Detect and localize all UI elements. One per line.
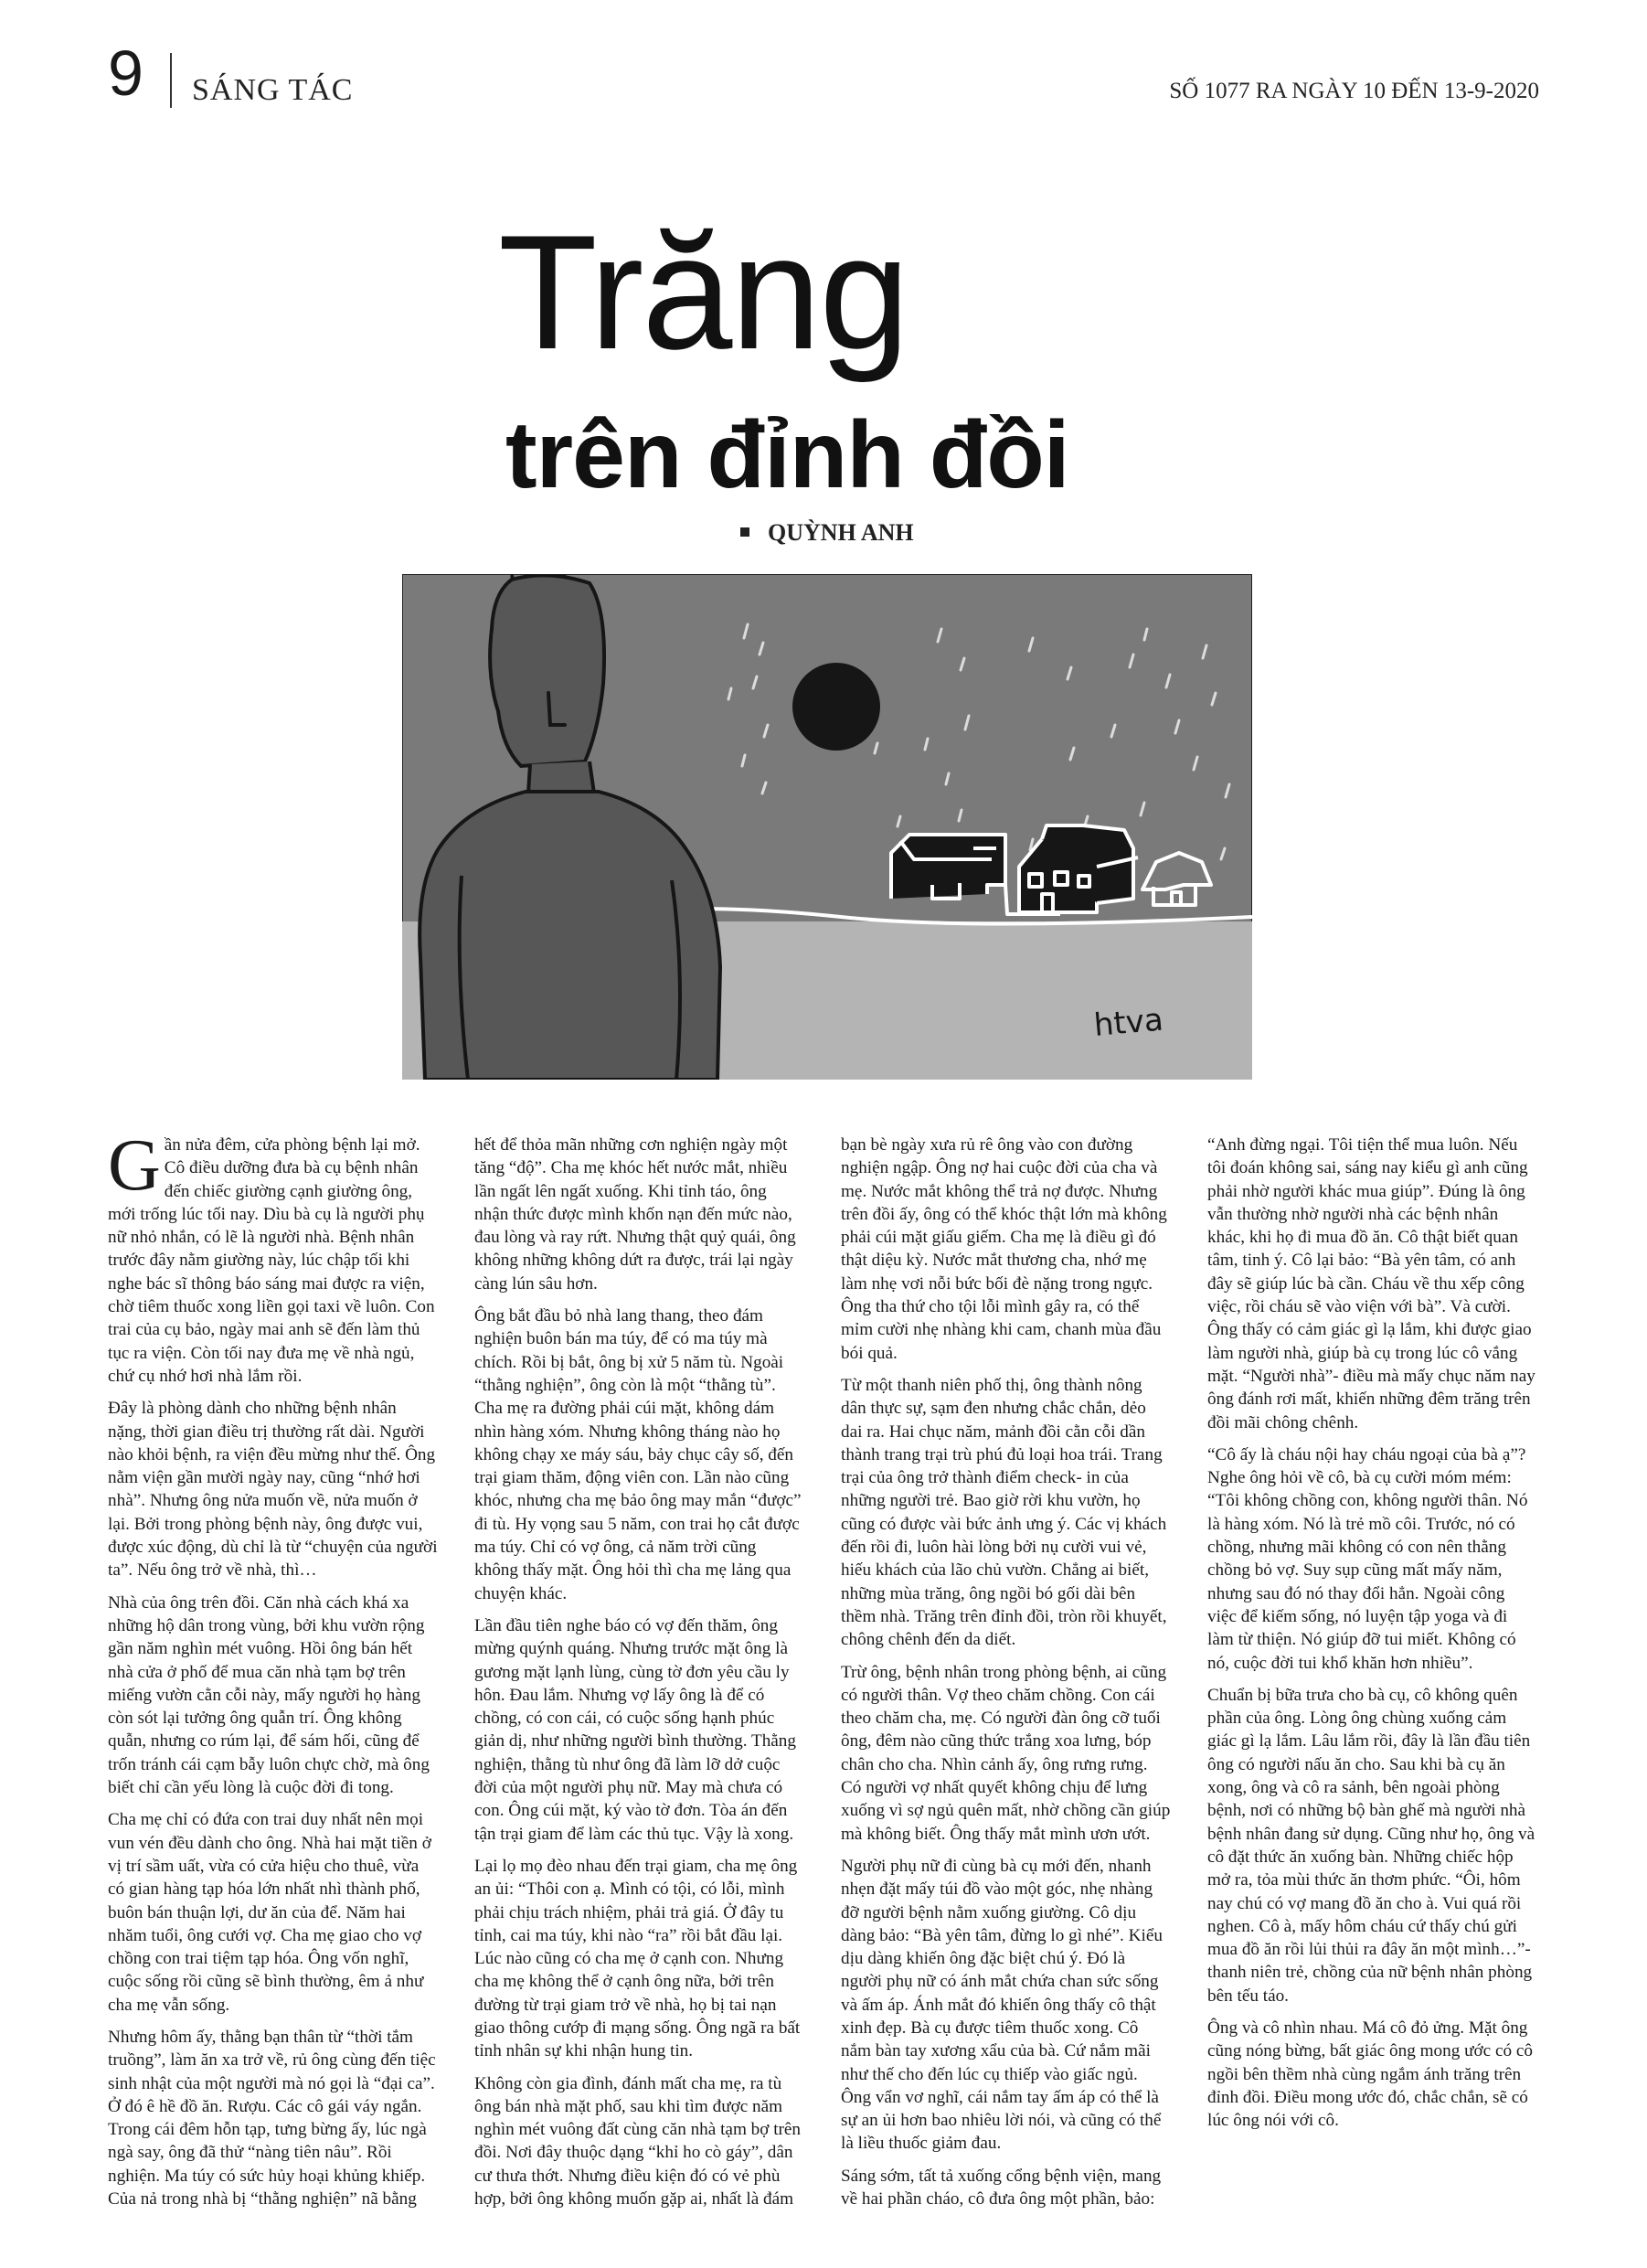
article-paragraph: Chuẩn bị bữa trưa cho bà cụ, cô không quên phần của ông. Lòng ông chùng xuống cảm giác gì lạ lắm. Lâu lắm rồi, đây là lần đầu tiên ông có người nấu ăn cho. Sau khi bà cụ ăn xong, ông và cô ra sảnh, bên ngoài phòng bệnh, nơi có những bộ bàn ghế mà người nhà bệnh nhân đang sử dụng. Cũng như họ, ông và cô đặt thức ăn xuống bàn. Những chiếc hộp mở ra, tỏa mùi thức ăn thơm phức. “Ôi, hôm nay chú có vợ mang đồ ăn cho à. Vui quá rồi nghen. Cô à, mấy hôm cháu cứ thấy chú gửi mua đồ ăn rồi lủi thủi ra đây ăn một mình…”- thanh niên trẻ, chồng của nữ bệnh nhân phòng bên tếu táo. [1207, 1685, 1535, 2006]
bullet-icon [740, 527, 749, 537]
drop-cap: G [108, 1125, 161, 1206]
article-paragraph: Ông bắt đầu bỏ nhà lang thang, theo đám nghiện buôn bán ma túy, để có ma túy mà chích. Rồi bị bắt, ông bị xử 5 năm tù. Ngoài “thằng nghiện”, ông còn là một “thằng tù”. Cha mẹ ra đường phải cúi mặt, không dám nhìn hàng xóm. Nhưng không tháng nào họ không chạy xe máy sáu, bảy chục cây số, đến trại giam thăm, động viên con. Lần nào cũng khóc, nhưng cha mẹ bảo ông may mắn “được” đi tù. Hy vọng sau 5 năm, con trai họ cắt được ma túy. Chỉ có vợ ông, cả năm trời cũng không thấy mặt. Ông hỏi thì cha mẹ lảng qua chuyện khác. [474, 1306, 802, 1603]
article-paragraph: Ông và cô nhìn nhau. Má cô đỏ ửng. Mặt ông cũng nóng bừng, bất giác ông mong ước có cô ngồi bên thềm nhà cùng ngắm ánh trăng trên đỉnh đồi. Điều mong ước đó, chắc chắn, sẽ có lúc ông nói với cô. [1207, 2018, 1533, 2131]
article-paragraph: Không còn gia đình, đánh mất cha mẹ, ra tù ông bán nhà mặt phố, sau khi tìm được năm nghìn mét vuông đất cùng căn nhà tạm bợ trên đồi. Nơi đây thuộc dạng “khỉ ho cò gáy”, dân cư thưa thớt. Nhưng điều kiện đó có vẻ phù hợp, bởi ông không muốn gặp ai, nhất là đám bạn bè ngày xưa rủ rê ông vào con đường nghiện ngập. Ông nợ hai cuộc đời của cha và mẹ. Nước mắt không thể trả nợ được. Nhưng trên đồi ấy, ông có thể khóc thật lớn mà không phải cúi mặt giấu giếm. Cha mẹ là điều gì đó thật diệu kỳ. Nước mắt thương cha, nhớ mẹ làm nhẹ vơi nỗi bức bối đè nặng trong ngực. Ông tha thứ cho tội lỗi mình gây ra, có thể mỉm cười nhẹ nhàng khi cam, chanh mùa đầu bói quả. [474, 1135, 1167, 2209]
article-body [108, 1125, 1537, 2231]
illustration [402, 574, 1252, 1080]
article-paragraph: Từ một thanh niên phố thị, ông thành nông dân thực sự, sạm đen nhưng chắc chắn, dẻo dai ra. Hai chục năm, mảnh đồi cằn cỗi dần thành trang trại trù phú đủ loại hoa trái. Trang trại của ông trở thành điểm check- in của những người trẻ. Bao giờ rời khu vườn, họ cũng có được vài bức ảnh ưng ý. Các vị khách đến rồi đi, luôn hài lòng bởi nụ cười vui vẻ, hiếu khách của lão chủ vườn. Chẳng ai biết, những mùa trăng, ông ngồi bó gối dài bên thềm nhà. Trăng trên đỉnh đồi, tròn rồi khuyết, chông chênh đến da diết. [841, 1375, 1167, 1650]
article-paragraph: Lại lọ mọ đèo nhau đến trại giam, cha mẹ ông an ủi: “Thôi con ạ. Mình có tội, có lỗi, mình phải chịu trách nhiệm, phải trả giá. Ở đây tu tỉnh, cai ma túy, khi nào “ra” rồi bắt đầu lại. Lúc nào cũng có cha mẹ ở cạnh con. Nhưng cha mẹ không thể ở cạnh ông nữa, bởi trên đường từ trại giam trở về nhà, họ bị tai nạn giao thông cướp đi mạng sống. Ông ngã ra bất tỉnh nhân sự khi nhận hung tin. [474, 1856, 801, 2061]
moon [792, 663, 880, 751]
article-title-line1: Trăng [498, 201, 909, 383]
author-byline [740, 519, 914, 547]
article-paragraph: “Cô ấy là cháu nội hay cháu ngoại của bà ạ”? Nghe ông hỏi về cô, bà cụ cười móm mém: “Tôi không chồng con, không người thân. Nó là hàng xóm. Nó là trẻ mồ côi. Trước, nó có chồng, nhưng mãi không có con nên thằng chồng bỏ vợ. Suy sụp cũng mất mấy năm, nhưng sau đó nó thay đổi hẳn. Ngoài công việc để kiếm sống, nó luyện tập yoga và đi làm từ thiện. Nó giúp đỡ tui miết. Không có nó, cuộc đời tui khổ khăn hơn nhiều”. [1207, 1444, 1528, 1673]
article-title-line2: trên đỉnh đồi [505, 402, 1069, 508]
article-paragraph: Sáng sớm, tất tả xuống cổng bệnh viện, mang về hai phần cháo, cô đưa ông một phần, bảo: “Anh đừng ngại. Tôi tiện thể mua luôn. Nếu tôi đoán không sai, sáng nay kiểu gì anh cũng phải nhờ người khác mua giúp”. Đúng là ông vẫn thường nhờ người nhà các bệnh nhân khác, khi họ đi mua đồ ăn. Cô thật biết quan tâm, tinh ý. Cô lại bảo: “Bà yên tâm, có anh đây sẽ giúp lúc bà cần. Cháu về thu xếp công việc, rồi cháu sẽ vào viện với bà”. Và cười. Ông thấy có cảm giác gì lạ lắm, khi được giao làm người nhà, giúp bà cụ trong lúc cô vắng mặt. “Người nhà”- điều mà mấy chục năm nay ông đánh rơi mất, khiến những đêm trăng trên đồi mãi chông chênh. [841, 1135, 1535, 2209]
article-paragraph: Trừ ông, bệnh nhân trong phòng bệnh, ai cũng có người thân. Vợ theo chăm chồng. Con cái theo chăm cha, mẹ. Có người đàn ông cỡ tuổi ông, đêm nào cũng thức trắng xoa lưng, bóp chân cho cha. Nhìn cảnh ấy, ông rưng rưng. Có người vợ nhất quyết không chịu để lưng xuống vì sợ ngủ quên mất, nhờ chồng cần giúp mà không biết. Ông thấy mắt mình ươn ướt. [841, 1662, 1171, 1844]
illustration-drawing [402, 574, 1252, 1080]
page-header [0, 0, 1647, 128]
article-paragraph: Đây là phòng dành cho những bệnh nhân nặng, thời gian điều trị thường rất dài. Người nào khỏi bệnh, ra viện đều mừng như thế. Ông nằm viện gần mười ngày nay, cũng “nhớ hơi nhà”. Nhưng ông nửa muốn về, nửa muốn ở lại. Bởi trong phòng bệnh này, ông được vui, được xúc động, dù chỉ là từ “chuyện của người ta”. Nếu ông trở về nhà, thì… [108, 1399, 438, 1581]
article-paragraph [108, 1125, 438, 1388]
illustration-signature: htva [1092, 1001, 1165, 1044]
article-paragraph-text: ần nửa đêm, cửa phòng bệnh lại mở. Cô điều dưỡng đưa bà cụ bệnh nhân đến chiếc giường cạnh giường ông, mới trống lúc tối nay. Dìu bà cụ là người phụ nữ nhỏ nhắn, có lẽ là người nhà. Bệnh nhân trước đây nằm giường này, lúc chập tối khi nghe bác sĩ thông báo sáng mai được ra viện, chờ tiêm thuốc xong liền gọi taxi về luôn. Con trai của cụ bảo, ngày mai anh sẽ đến làm thủ tục ra viện. Còn tối nay đưa mẹ về nhà ngủ, chứ cụ nhớ hơi nhà lắm rồi. [108, 1135, 435, 1386]
article-paragraph: Nhà của ông trên đồi. Căn nhà cách khá xa những hộ dân trong vùng, bởi khu vườn rộng gần năm nghìn mét vuông. Hồi ông bán hết nhà cửa ở phố để mua căn nhà tạm bợ trên miếng vườn cằn cỗi này, mấy người họ hàng còn sót lại tưởng ông quẫn trí. Ông không quẫn, nhưng co rúm lại, để sám hối, cũng để trốn tránh cái cạm bẫy luôn chực chờ, mà ông biết chỉ cần yếu lòng là cuộc đời đi tong. [108, 1592, 430, 1798]
author-name: QUỲNH ANH [768, 519, 914, 546]
header-divider [170, 53, 172, 108]
issue-info: SỐ 1077 RA NGÀY 10 ĐẾN 13-9-2020 [1169, 79, 1539, 103]
article-paragraph: Lần đầu tiên nghe báo có vợ đến thăm, ông mừng quýnh quáng. Nhưng trước mặt ông là gương mặt lạnh lùng, cùng tờ đơn yêu cầu ly hôn. Đau lắm. Nhưng vợ lấy ông là để có chồng, có con cái, có cuộc sống hạnh phúc giản dị, như những người bình thường. Thằng nghiện, thằng tù như ông đã làm lỡ dở cuộc đời của một người phụ nữ. May mà chưa có con. Ông cúi mặt, ký vào tờ đơn. Tòa án đến tận trại giam để làm các thủ tục. Vậy là xong. [474, 1615, 796, 1844]
section-label: SÁNG TÁC [192, 73, 354, 107]
article-paragraph: Nhưng hôm ấy, thằng bạn thân từ “thời tắm truồng”, làm ăn xa trở về, rủ ông cùng đến tiệc sinh nhật của một người mà nó gọi là “đại ca”. Ở đó ê hề đồ ăn. Rượu. Các cô gái váy ngắn. Trong cái đêm hỗn tạp, tưng bừng ấy, lúc ngà ngà say, ông đã thử “nàng tiên nâu”. Rồi nghiện. Ma túy có sức hủy hoại khủng khiếp. Của nả trong nhà bị “thằng nghiện” nã bằng hết để thỏa mãn những cơn nghiện ngày một tăng “độ”. Cha mẹ khóc hết nước mắt, nhiều lần ngất lên ngất xuống. Khi tỉnh táo, ông nhận thức được mình khốn nạn đến mức nào, đau lòng và ray rứt. Nhưng thật quỷ quái, ông không những không dứt ra được, trái lại ngày càng lún sâu hơn. [108, 1135, 796, 2209]
article-paragraph: Cha mẹ chỉ có đứa con trai duy nhất nên mọi vun vén đều dành cho ông. Nhà hai mặt tiền ở vị trí sầm uất, vừa có cửa hiệu cho thuê, vừa có gian hàng tạp hóa lớn nhất nhì thành phố, buôn bán thuận lợi, dư ăn của để. Năm hai nhăm tuổi, ông cưới vợ. Cha mẹ giao cho vợ chồng con trai tiệm tạp hóa. Ông vốn nghĩ, cuộc sống rồi cũng sẽ bình thường, êm ả như cha mẹ vẫn sống. [108, 1810, 431, 2015]
article-paragraph: Người phụ nữ đi cùng bà cụ mới đến, nhanh nhẹn đặt mấy túi đồ vào một góc, nhẹ nhàng đỡ người bệnh nằm xuống giường. Cô dịu dàng bảo: “Bà yên tâm, đừng lo gì nhé”. Kiểu dịu dàng khiến ông đặc biệt chú ý. Đó là người phụ nữ có ánh mắt chứa chan sức sống và ấm áp. Ánh mắt đó khiến ông thấy cô thật xinh đẹp. Bà cụ được tiêm thuốc xong. Cô nắm bàn tay xương xẩu của bà. Cứ nắm mãi như thế cho đến lúc cụ thiếp vào giấc ngủ. Ông vẩn vơ nghĩ, cái nắm tay ấm áp có thể là sự an ủi hơn bao nhiêu lời nói, và cũng có thể là liều thuốc giảm đau. [841, 1856, 1163, 2154]
page-number: 9 [108, 37, 143, 109]
